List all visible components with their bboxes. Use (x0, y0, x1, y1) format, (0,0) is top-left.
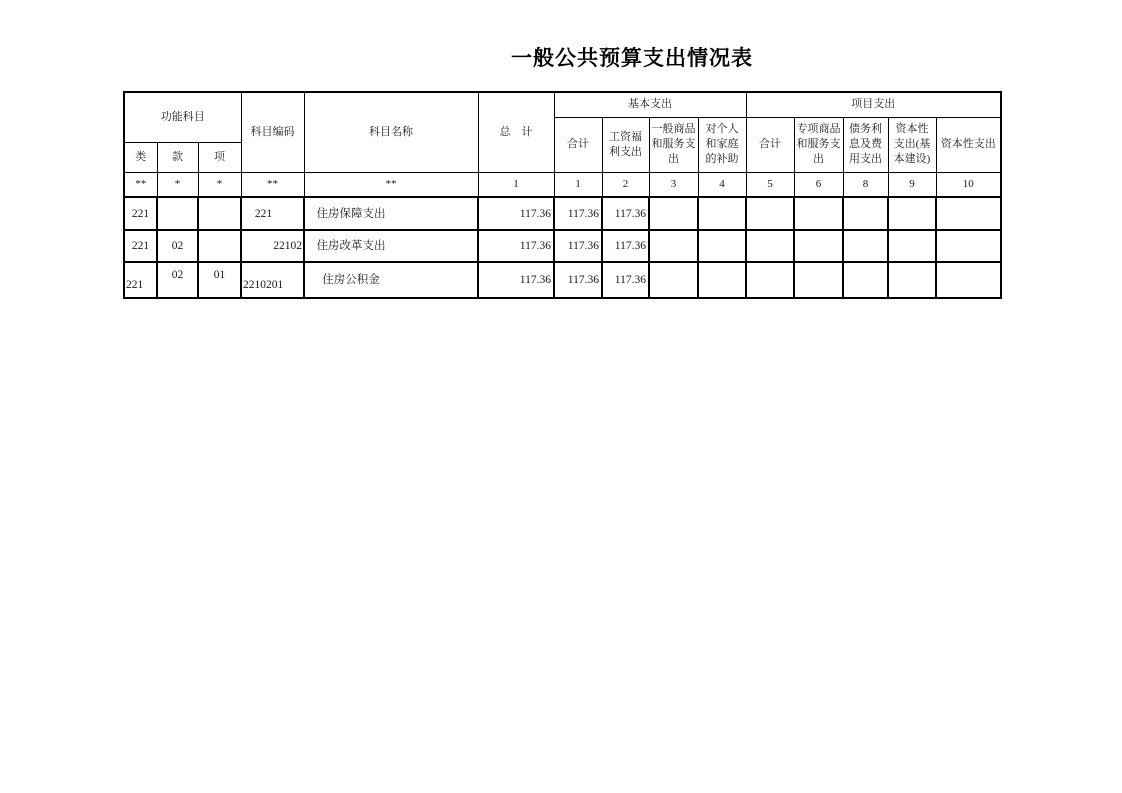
cell-subject-code: 2210201 (241, 262, 304, 298)
cell-grand-total: 117.36 (478, 262, 554, 298)
index-cell: 10 (936, 172, 1001, 197)
cell-item: 01 (198, 262, 241, 298)
header-basic-expenditure: 基本支出 (554, 92, 746, 117)
header-project-subtotal: 合计 (746, 117, 794, 172)
header-individual-family-subsidy: 对个人和家庭的补助 (698, 117, 746, 172)
index-cell: ** (241, 172, 304, 197)
cell-grand-total: 117.36 (478, 197, 554, 230)
header-subject-name: 科目名称 (304, 92, 478, 172)
cell-general-goods (649, 197, 698, 230)
header-debt-interest-fees: 债务利息及费用支出 (843, 117, 888, 172)
cell-class: 221 (124, 197, 157, 230)
budget-table (123, 91, 1002, 299)
header-capital-expenditure: 资本性支出 (936, 117, 1001, 172)
index-cell: * (157, 172, 198, 197)
cell-capital (936, 197, 1001, 230)
cell-capital-basic (888, 197, 936, 230)
index-cell: 5 (746, 172, 794, 197)
index-cell: 3 (649, 172, 698, 197)
cell-special-goods (794, 262, 843, 298)
index-cell: * (198, 172, 241, 197)
cell-capital-basic (888, 230, 936, 262)
cell-special-goods (794, 230, 843, 262)
cell-subject-code: 221 (241, 197, 304, 230)
data-row-housing-security (124, 197, 1001, 230)
cell-general-goods (649, 230, 698, 262)
cell-section (157, 197, 198, 230)
header-general-goods-services: 一般商品和服务支出 (649, 117, 698, 172)
header-grand-total: 总 计 (478, 92, 554, 172)
index-cell: 9 (888, 172, 936, 197)
cell-subject-code: 22102 (241, 230, 304, 262)
cell-subsidy (698, 262, 746, 298)
cell-subject-name: 住房公积金 (304, 262, 478, 298)
cell-section: 02 (157, 230, 198, 262)
header-basic-subtotal: 合计 (554, 117, 602, 172)
cell-class: 221 (124, 262, 157, 298)
cell-debt-interest (843, 262, 888, 298)
page-title: 一般公共预算支出情况表 (511, 47, 753, 70)
index-cell: 1 (554, 172, 602, 197)
cell-item (198, 230, 241, 262)
cell-subsidy (698, 230, 746, 262)
index-cell: 6 (794, 172, 843, 197)
index-cell: 8 (843, 172, 888, 197)
cell-special-goods (794, 197, 843, 230)
cell-basic-subtotal: 117.36 (554, 197, 602, 230)
header-capital-basic-construction: 资本性支出(基本建设) (888, 117, 936, 172)
cell-wages-welfare: 117.36 (602, 197, 649, 230)
header-project-expenditure: 项目支出 (746, 92, 1001, 117)
index-cell: 4 (698, 172, 746, 197)
cell-capital-basic (888, 262, 936, 298)
cell-project-subtotal (746, 230, 794, 262)
cell-project-subtotal (746, 262, 794, 298)
header-special-goods-services: 专项商品和服务支出 (794, 117, 843, 172)
index-cell: ** (304, 172, 478, 197)
header-subject-code: 科目编码 (241, 92, 304, 172)
cell-basic-subtotal: 117.36 (554, 230, 602, 262)
cell-section: 02 (157, 262, 198, 298)
data-row-housing-reform (124, 230, 1001, 262)
cell-grand-total: 117.36 (478, 230, 554, 262)
cell-wages-welfare: 117.36 (602, 230, 649, 262)
cell-debt-interest (843, 230, 888, 262)
index-cell: 1 (478, 172, 554, 197)
header-item: 项 (198, 142, 241, 172)
cell-class: 221 (124, 230, 157, 262)
data-row-housing-fund (124, 262, 1001, 298)
cell-capital (936, 262, 1001, 298)
header-function-subject: 功能科目 (124, 92, 241, 142)
cell-subject-name: 住房保障支出 (304, 197, 478, 230)
header-wages-welfare: 工资福利支出 (602, 117, 649, 172)
cell-capital (936, 230, 1001, 262)
cell-wages-welfare: 117.36 (602, 262, 649, 298)
cell-project-subtotal (746, 197, 794, 230)
index-cell: ** (124, 172, 157, 197)
cell-subsidy (698, 197, 746, 230)
index-cell: 2 (602, 172, 649, 197)
cell-debt-interest (843, 197, 888, 230)
column-index-row (124, 172, 1001, 197)
cell-item (198, 197, 241, 230)
cell-subject-name: 住房改革支出 (304, 230, 478, 262)
header-row-groups (124, 92, 1001, 117)
cell-general-goods (649, 262, 698, 298)
cell-basic-subtotal: 117.36 (554, 262, 602, 298)
header-class: 类 (124, 142, 157, 172)
header-section: 款 (157, 142, 198, 172)
